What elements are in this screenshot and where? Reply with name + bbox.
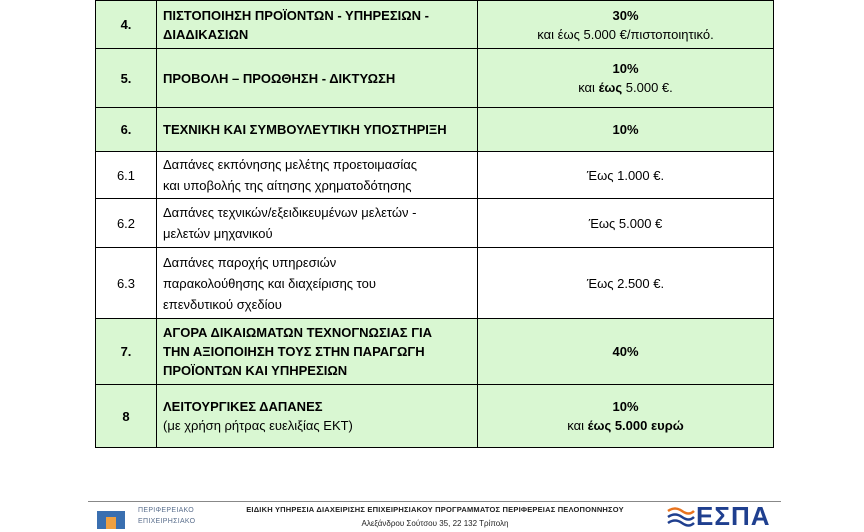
table-row <box>96 248 774 319</box>
table-row <box>96 152 774 199</box>
row-description: Δαπάνες παροχής υπηρεσιών παρακολούθησης και διαχείρισης του επενδυτικού σχεδίου <box>157 248 478 319</box>
espa-waves-icon <box>666 503 696 529</box>
footer-address: Αλεξάνδρου Σούτσου 35, 22 132 Τρίπολη <box>361 519 509 528</box>
row-number: 8 <box>96 385 157 448</box>
footer-divider <box>88 501 781 502</box>
region-logo-icon <box>97 511 125 529</box>
row-amount: 10% και έως 5.000 €. <box>478 49 774 108</box>
row-description: ΑΓΟΡΑ ΔΙΚΑΙΩΜΑΤΩΝ ΤΕΧΝΟΓΝΩΣΙΑΣ ΓΙΑ ΤΗΝ ΑΞΙΟΠΟΙΗΣΗ ΤΟΥΣ ΣΤΗΝ ΠΑΡΑΓΩΓΗ ΠΡΟΪΟΝΤΩΝ ΚΑΙ ΥΠΗΡΕΣΙΩΝ <box>157 319 478 385</box>
page-footer <box>0 497 864 529</box>
row-number: 7. <box>96 319 157 385</box>
footer-title: ΕΙΔΙΚΗ ΥΠΗΡΕΣΙΑ ΔΙΑΧΕΙΡΙΣΗΣ ΕΠΙΧΕΙΡΗΣΙΑΚΟΥ ΠΡΟΓΡΑΜΜΑΤΟΣ ΠΕΡΙΦΕΡΕΙΑΣ ΠΕΛΟΠΟΝΝΗΣΟΥ <box>246 505 624 514</box>
row-amount: Έως 5.000 € <box>478 199 774 248</box>
table-row <box>96 199 774 248</box>
row-number: 6.3 <box>96 248 157 319</box>
table-row <box>96 1 774 49</box>
table-row <box>96 108 774 152</box>
row-description: ΠΙΣΤΟΠΟΙΗΣΗ ΠΡΟΪΟΝΤΩΝ - ΥΠΗΡΕΣΙΩΝ - ΔΙΑΔΙΚΑΣΙΩΝ <box>157 1 478 49</box>
row-amount: Έως 1.000 €. <box>478 152 774 199</box>
row-number: 6. <box>96 108 157 152</box>
row-amount: 30% και έως 5.000 €/πιστοποιητικό. <box>478 1 774 49</box>
row-amount: Έως 2.500 €. <box>478 248 774 319</box>
row-number: 5. <box>96 49 157 108</box>
espa-logo-text: ΕΣΠΑ <box>696 501 771 531</box>
row-description: ΤΕΧΝΙΚΗ ΚΑΙ ΣΥΜΒΟΥΛΕΥΤΙΚΗ ΥΠΟΣΤΗΡΙΞΗ <box>157 108 478 152</box>
table-row <box>96 319 774 385</box>
row-amount: 40% <box>478 319 774 385</box>
row-description: ΠΡΟΒΟΛΗ – ΠΡΟΩΘΗΣΗ - ΔΙΚΤΥΩΣΗ <box>157 49 478 108</box>
row-description: Δαπάνες εκπόνησης μελέτης προετοιμασίας και υποβολής της αίτησης χρηματοδότησης <box>157 152 478 199</box>
row-description: ΛΕΙΤΟΥΡΓΙΚΕΣ ΔΑΠΑΝΕΣ (με χρήση ρήτρας ευελιξίας ΕΚΤ) <box>157 385 478 448</box>
row-number: 6.2 <box>96 199 157 248</box>
row-number: 6.1 <box>96 152 157 199</box>
row-number: 4. <box>96 1 157 49</box>
row-amount: 10% <box>478 108 774 152</box>
row-description: Δαπάνες τεχνικών/εξειδικευμένων μελετών - μελετών μηχανικού <box>157 199 478 248</box>
table-row <box>96 49 774 108</box>
row-amount: 10% και έως 5.000 ευρώ <box>478 385 774 448</box>
region-program-label: ΠΕΡΙΦΕΡΕΙΑΚΟ ΕΠΙΧΕΙΡΗΣΙΑΚΟ <box>138 507 196 525</box>
expense-table <box>95 0 774 448</box>
espa-logo <box>666 503 776 529</box>
table-row <box>96 385 774 448</box>
